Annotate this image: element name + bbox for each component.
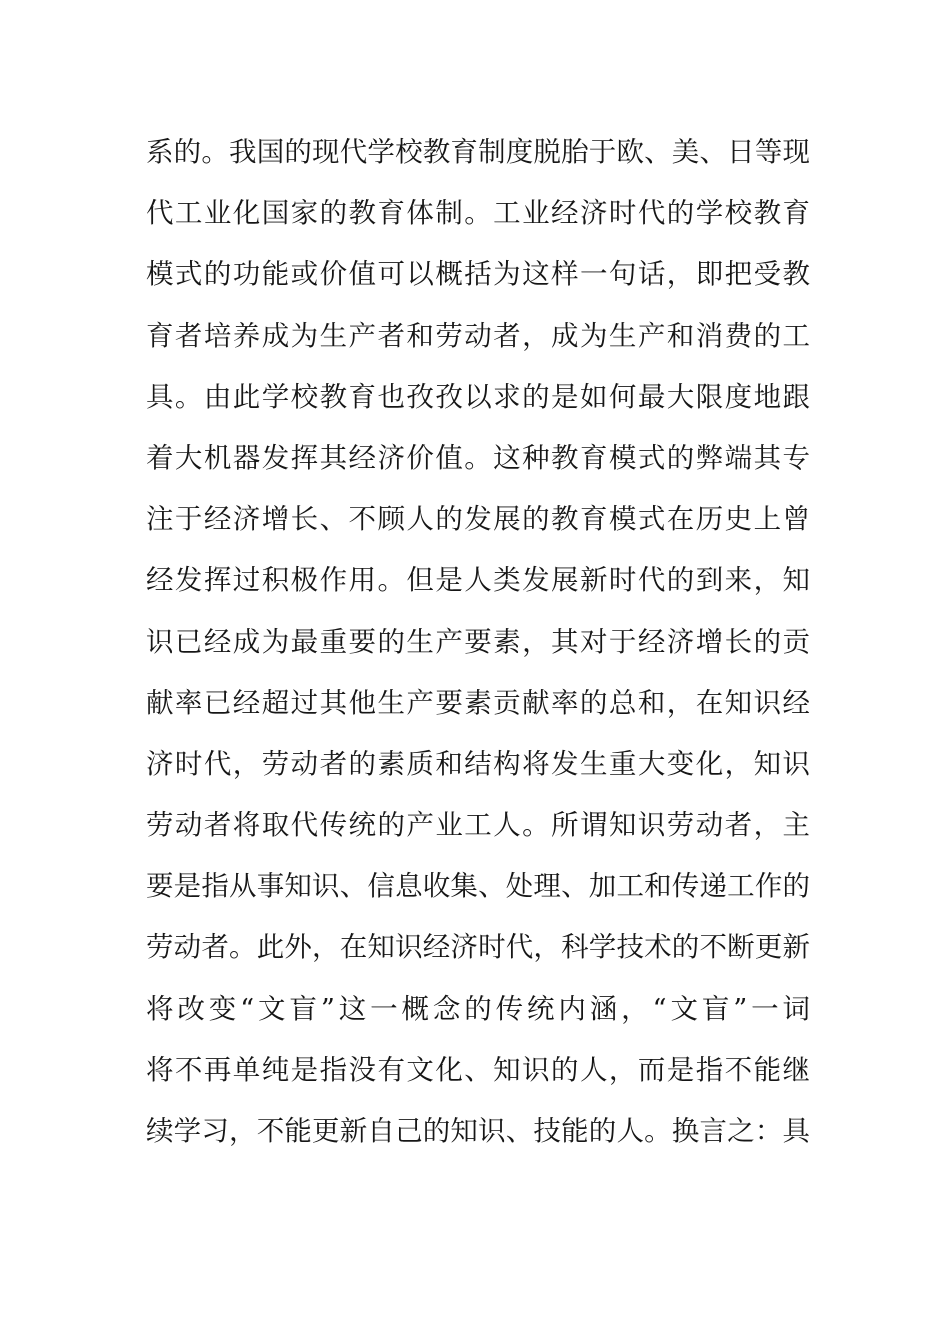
text-line: 具。由此学校教育也孜孜以求的是如何最大限度地跟 xyxy=(146,380,810,413)
text-line: 劳动者将取代传统的产业工人。所谓知识劳动者，主 xyxy=(146,809,810,842)
text-line: 经发挥过积极作用。但是人类发展新时代的到来，知 xyxy=(146,564,810,597)
text-line: 续学习，不能更新自己的知识、技能的人。换言之：具 xyxy=(146,1115,810,1147)
text-line: 将改变“文盲”这一概念的传统内涵，“文盲”一词 xyxy=(146,992,810,1025)
text-line: 劳动者。此外，在知识经济时代，科学技术的不断更新 xyxy=(146,931,810,964)
text-line: 注于经济增长、不顾人的发展的教育模式在历史上曾 xyxy=(146,503,810,536)
text-line: 着大机器发挥其经济价值。这种教育模式的弊端其专 xyxy=(146,441,810,474)
text-line: 献率已经超过其他生产要素贡献率的总和，在知识经 xyxy=(146,686,810,719)
text-line: 将不再单纯是指没有文化、知识的人，而是指不能继 xyxy=(146,1053,810,1086)
text-line: 模式的功能或价值可以概括为这样一句话，即把受教 xyxy=(146,258,810,291)
body-paragraph xyxy=(146,122,810,1162)
text-line: 济时代，劳动者的素质和结构将发生重大变化，知识 xyxy=(146,747,810,780)
text-line: 要是指从事知识、信息收集、处理、加工和传递工作的 xyxy=(146,870,810,903)
text-line: 系的。我国的现代学校教育制度脱胎于欧、美、日等现 xyxy=(146,136,810,168)
text-line: 育者培养成为生产者和劳动者，成为生产和消费的工 xyxy=(146,319,810,352)
text-line: 识已经成为最重要的生产要素，其对于经济增长的贡 xyxy=(146,625,810,658)
text-line: 代工业化国家的教育体制。工业经济时代的学校教育 xyxy=(146,197,810,230)
